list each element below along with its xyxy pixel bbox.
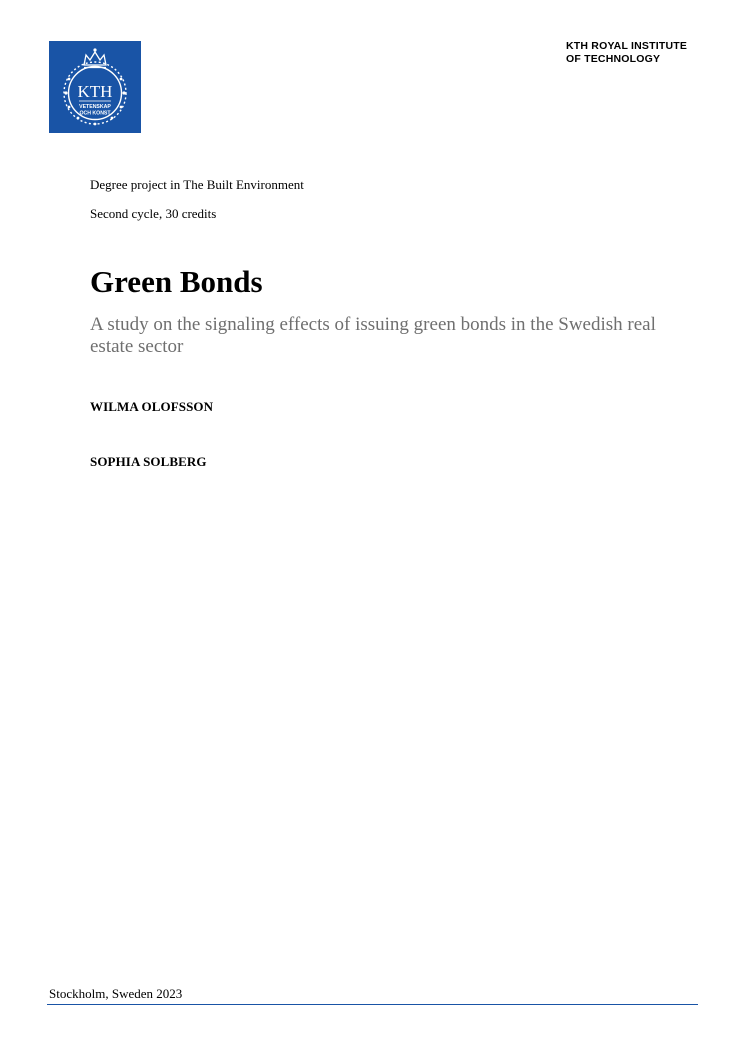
logo-subtext-2: OCH KONST xyxy=(79,110,111,117)
footer-rule xyxy=(47,1004,698,1005)
credits: Second cycle, 30 credits xyxy=(90,206,217,221)
institute-name xyxy=(566,40,687,65)
subtitle: A study on the signaling effects of issuing green bonds in the Swedish real estate sector xyxy=(90,314,656,357)
author-2: SOPHIA SOLBERG xyxy=(90,454,207,469)
footer-place-year: Stockholm, Sweden 2023 xyxy=(49,986,183,1001)
degree-project: Degree project in The Built Environment xyxy=(90,177,304,192)
page-title: Green Bonds xyxy=(90,264,263,299)
logo-subtext-1: VETENSKAP xyxy=(79,104,111,110)
institute-line-1: KTH ROYAL INSTITUTE xyxy=(566,40,688,52)
author-1: WILMA OLOFSSON xyxy=(90,399,214,414)
kth-crest-icon xyxy=(49,41,141,133)
logo-main-text: KTH xyxy=(77,82,113,101)
institute-line-2: OF TECHNOLOGY xyxy=(566,52,661,65)
kth-logo xyxy=(49,41,141,133)
